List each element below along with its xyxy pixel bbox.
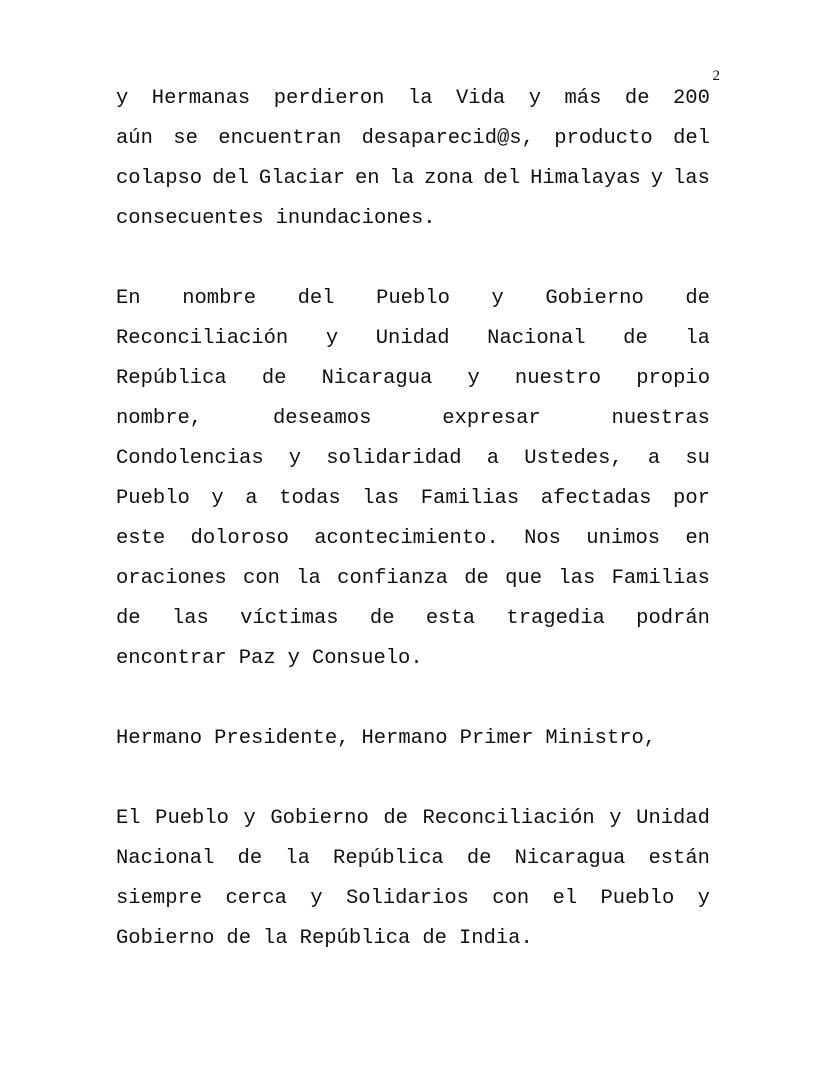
word: Pueblo [155,807,229,830]
text-line [116,599,710,639]
text-line [116,799,710,839]
word: desaparecid@s, [361,127,534,150]
word: y [697,887,710,910]
word: Unidad [636,807,710,830]
word: Pueblo [116,487,190,510]
word: y [287,647,300,670]
word: la [285,847,310,870]
word: las [362,487,400,510]
word: esta [425,607,476,630]
word: en [685,527,710,550]
word: consecuentes [116,207,264,230]
word: Condolencias [116,447,264,470]
word: de [623,327,648,350]
word: acontecimiento. [314,527,499,550]
word: y [609,807,622,830]
word: víctimas [240,607,339,630]
word: Nicaragua [321,367,433,390]
word: Hermanas [151,87,251,110]
word: deseamos [272,407,372,430]
word: la [296,567,321,590]
word: se [173,127,198,150]
word: aún [116,127,153,150]
word: Glaciar [258,167,346,190]
paragraph [116,719,710,759]
word: y [243,807,256,830]
word: de [464,567,489,590]
text-line [116,559,710,599]
word: a [486,447,500,470]
word: y [467,367,480,390]
text-line [116,919,710,959]
word: confianza [337,567,448,590]
word: la [407,87,433,110]
text-line [116,519,710,559]
paragraph [116,279,710,679]
word: y [288,447,302,470]
word: con [243,567,280,590]
word: República [333,847,444,870]
word: perdieron [273,87,385,110]
word: de [261,367,287,390]
word: Reconciliación [422,807,595,830]
text-line [116,159,710,199]
word: encuentran [218,127,342,150]
word: Gobierno [270,807,369,830]
word: afectadas [540,487,652,510]
word: y [116,87,129,110]
word: zona [424,167,474,190]
word: Pueblo [376,287,450,310]
word: y [325,327,339,350]
word: En [116,287,141,310]
word: nombre, [116,407,203,430]
text-line [116,399,710,439]
word: Himalayas [530,167,641,190]
word: solidaridad [326,447,462,470]
word: las [672,167,710,190]
paragraph [116,799,710,959]
text-line [116,199,710,239]
word: Familias [611,567,710,590]
word: de [383,807,408,830]
word: por [673,487,710,510]
word: Hermano [116,727,203,750]
word: El [116,807,141,830]
word: unimos [586,527,661,550]
word: nuestro [514,367,602,390]
word: nombre [182,287,256,310]
text-line [116,839,710,879]
word: Solidarios [345,887,469,910]
text-line [116,319,710,359]
word: Paz [238,647,276,670]
word: de [226,927,252,950]
word: del [483,167,521,190]
word: las [171,607,209,630]
word: la [263,927,288,950]
word: Nacional [487,327,586,350]
text-line [116,279,710,319]
word: y [211,487,224,510]
word: la [389,167,415,190]
page-number: 2 [712,68,720,84]
word: siempre [116,887,203,910]
word: del [297,287,335,310]
word: Primer [459,727,534,750]
word: de [237,847,263,870]
word: Familias [420,487,520,510]
word: este [116,527,166,550]
word: Hermano [361,727,448,750]
word: inundaciones. [275,207,436,230]
word: de [116,607,141,630]
paragraph-gap [116,759,710,799]
word: a [245,487,258,510]
word: y [650,167,664,190]
word: Consuelo. [311,647,423,670]
word: su [685,447,710,470]
word: República [116,367,227,390]
word: doloroso [190,527,289,550]
word: oraciones [116,567,227,590]
word: y [310,887,323,910]
word: y [528,87,542,110]
word: están [648,847,710,870]
paragraph [116,79,710,239]
word: Nicaragua [514,847,626,870]
word: todas [279,487,341,510]
word: que [505,567,543,590]
letter-body [116,79,710,959]
word: colapso [116,167,203,190]
word: más [564,87,602,110]
word: encontrar [116,647,227,670]
word: propio [636,367,710,390]
word: Ministro, [545,727,657,750]
text-line [116,879,710,919]
word: a [647,447,661,470]
word: de [685,287,710,310]
word: del [212,167,249,190]
word: el [552,887,578,910]
text-line [116,119,710,159]
paragraph-gap [116,679,710,719]
word: Vida [456,87,506,110]
word: Ustedes, [524,447,623,470]
word: la [685,327,710,350]
text-line [116,479,710,519]
word: de [466,847,492,870]
word: Unidad [375,327,450,350]
word: con [492,887,530,910]
text-line [116,439,710,479]
word: Nos [524,527,561,550]
word: India. [458,927,533,950]
word: producto [554,127,653,150]
word: nuestras [611,407,710,430]
paragraph-gap [116,239,710,279]
word: Reconciliación [116,327,289,350]
word: y [491,287,504,310]
word: de [369,607,395,630]
word: podrán [636,607,710,630]
text-line [116,79,710,119]
word: del [673,127,710,150]
word: de [422,927,447,950]
word: expresar [442,407,541,430]
word: Pueblo [600,887,675,910]
word: en [354,167,380,190]
word: República [299,927,411,950]
text-line [116,639,710,679]
word: Presidente, [214,727,350,750]
text-line [116,719,710,759]
text-line [116,359,710,399]
word: las [558,567,596,590]
word: cerca [225,887,287,910]
word: Gobierno [116,927,215,950]
word: de [624,87,650,110]
word: tragedia [506,607,605,630]
word: Nacional [116,847,215,870]
word: 200 [672,87,710,110]
word: Gobierno [545,287,644,310]
